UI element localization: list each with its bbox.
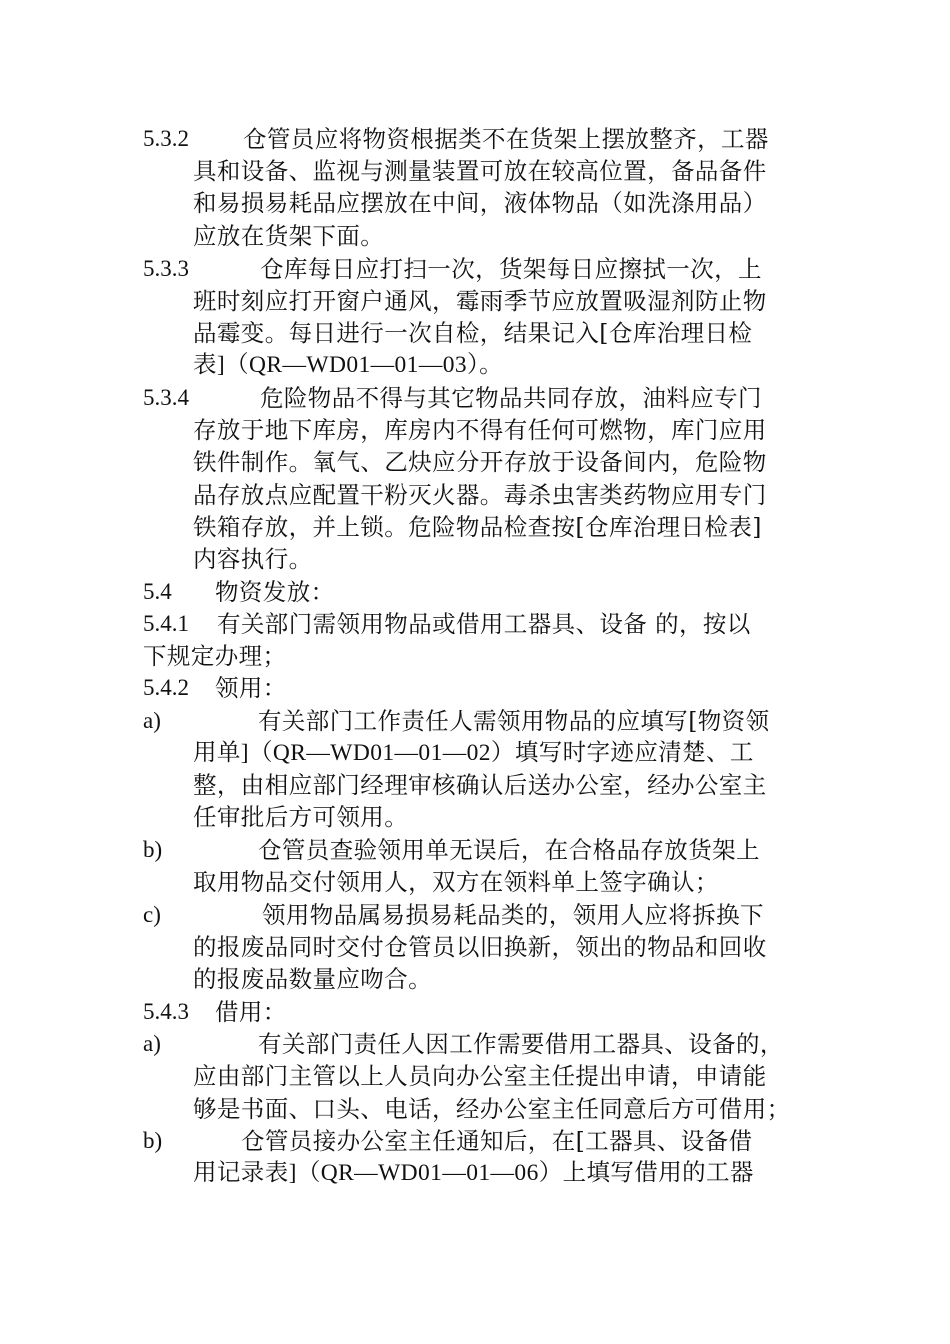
paragraph-line: 品存放点应配置干粉灭火器。毒杀虫害类药物应用专门: [193, 481, 767, 509]
clause-number: 5.4.2: [143, 675, 189, 700]
paragraph-line: 仓库每日应打扫一次，货架每日应擦拭一次，上: [260, 255, 762, 283]
paragraph-line: 用单]（QR—WD01—01—02）填写时字迹应清楚、工: [193, 740, 754, 766]
paragraph-line: 仓管员接办公室主任通知后，在[工器具、设备借: [241, 1127, 753, 1155]
paragraph-line: 表]（QR—WD01—01—03）。: [193, 352, 504, 378]
clause-number: 5.3.3: [143, 256, 189, 281]
list-marker: b): [143, 1128, 163, 1153]
section-heading: 物资发放：: [215, 578, 335, 606]
paragraph-line: 仓管员查验领用单无误后，在合格品存放货架上: [258, 836, 760, 864]
subsection-heading: 借用：: [215, 998, 287, 1026]
paragraph-line: 领用物品属易损易耗品类的，领用人应将拆换下: [262, 901, 764, 929]
subsection-heading: 领用：: [215, 674, 287, 702]
paragraph-line: 铁箱存放，并上锁。危险物品检查按[仓库治理日检表]: [193, 513, 762, 541]
paragraph-line: 和易损易耗品应摆放在中间，液体物品（如洗涤用品）: [193, 189, 767, 217]
section-number: 5.4: [143, 579, 172, 604]
paragraph-line: 存放于地下库房，库房内不得有任何可燃物，库门应用: [193, 416, 767, 444]
paragraph-line: 班时刻应打开窗户通风，霉雨季节应放置吸湿剂防止物: [193, 287, 767, 315]
clause-number: 5.3.4: [143, 385, 189, 410]
paragraph-line: 够是书面、口头、电话，经办公室主任同意后方可借用；: [193, 1095, 791, 1123]
paragraph-line: 有关部门需领用物品或借用工器具、设备 的，按以: [217, 610, 751, 638]
paragraph-line: 具和设备、监视与测量装置可放在较高位置，备品备件: [193, 157, 767, 185]
paragraph-line: 有关部门工作责任人需领用物品的应填写[物资领: [258, 707, 770, 735]
list-marker: c): [143, 902, 161, 927]
list-marker: b): [143, 837, 163, 862]
clause-number: 5.4.3: [143, 999, 189, 1024]
paragraph-line: 应放在货架下面。: [193, 222, 385, 250]
paragraph-line: 取用物品交付领用人，双方在领料单上签字确认；: [193, 868, 719, 896]
list-marker: a): [143, 708, 161, 733]
paragraph-line: 的报废品数量应吻合。: [193, 965, 432, 993]
paragraph-line: 应由部门主管以上人员向办公室主任提出申请，申请能: [193, 1062, 767, 1090]
paragraph-line: 仓管员应将物资根据类不在货架上摆放整齐，工器: [243, 125, 769, 153]
clause-number: 5.4.1: [143, 611, 189, 636]
paragraph-line: 下规定办理；: [143, 642, 287, 670]
list-marker: a): [143, 1031, 161, 1056]
paragraph-line: 铁件制作。氧气、乙炔应分开存放于设备间内，危险物: [193, 448, 767, 476]
paragraph-line: 有关部门责任人因工作需要借用工器具、设备的，: [258, 1030, 784, 1058]
paragraph-line: 用记录表]（QR—WD01—01—06）上填写借用的工器: [193, 1160, 754, 1186]
paragraph-line: 任审批后方可领用。: [193, 803, 409, 831]
paragraph-line: 品霉变。每日进行一次自检，结果记入[仓库治理日检: [193, 319, 753, 347]
paragraph-line: 危险物品不得与其它物品共同存放，油料应专门: [260, 384, 762, 412]
paragraph-line: 的报废品同时交付仓管员以旧换新，领出的物品和回收: [193, 933, 767, 961]
paragraph-line: 整，由相应部门经理审核确认后送办公室，经办公室主: [193, 771, 767, 799]
paragraph-line: 内容执行。: [193, 545, 313, 573]
clause-number: 5.3.2: [143, 126, 189, 151]
